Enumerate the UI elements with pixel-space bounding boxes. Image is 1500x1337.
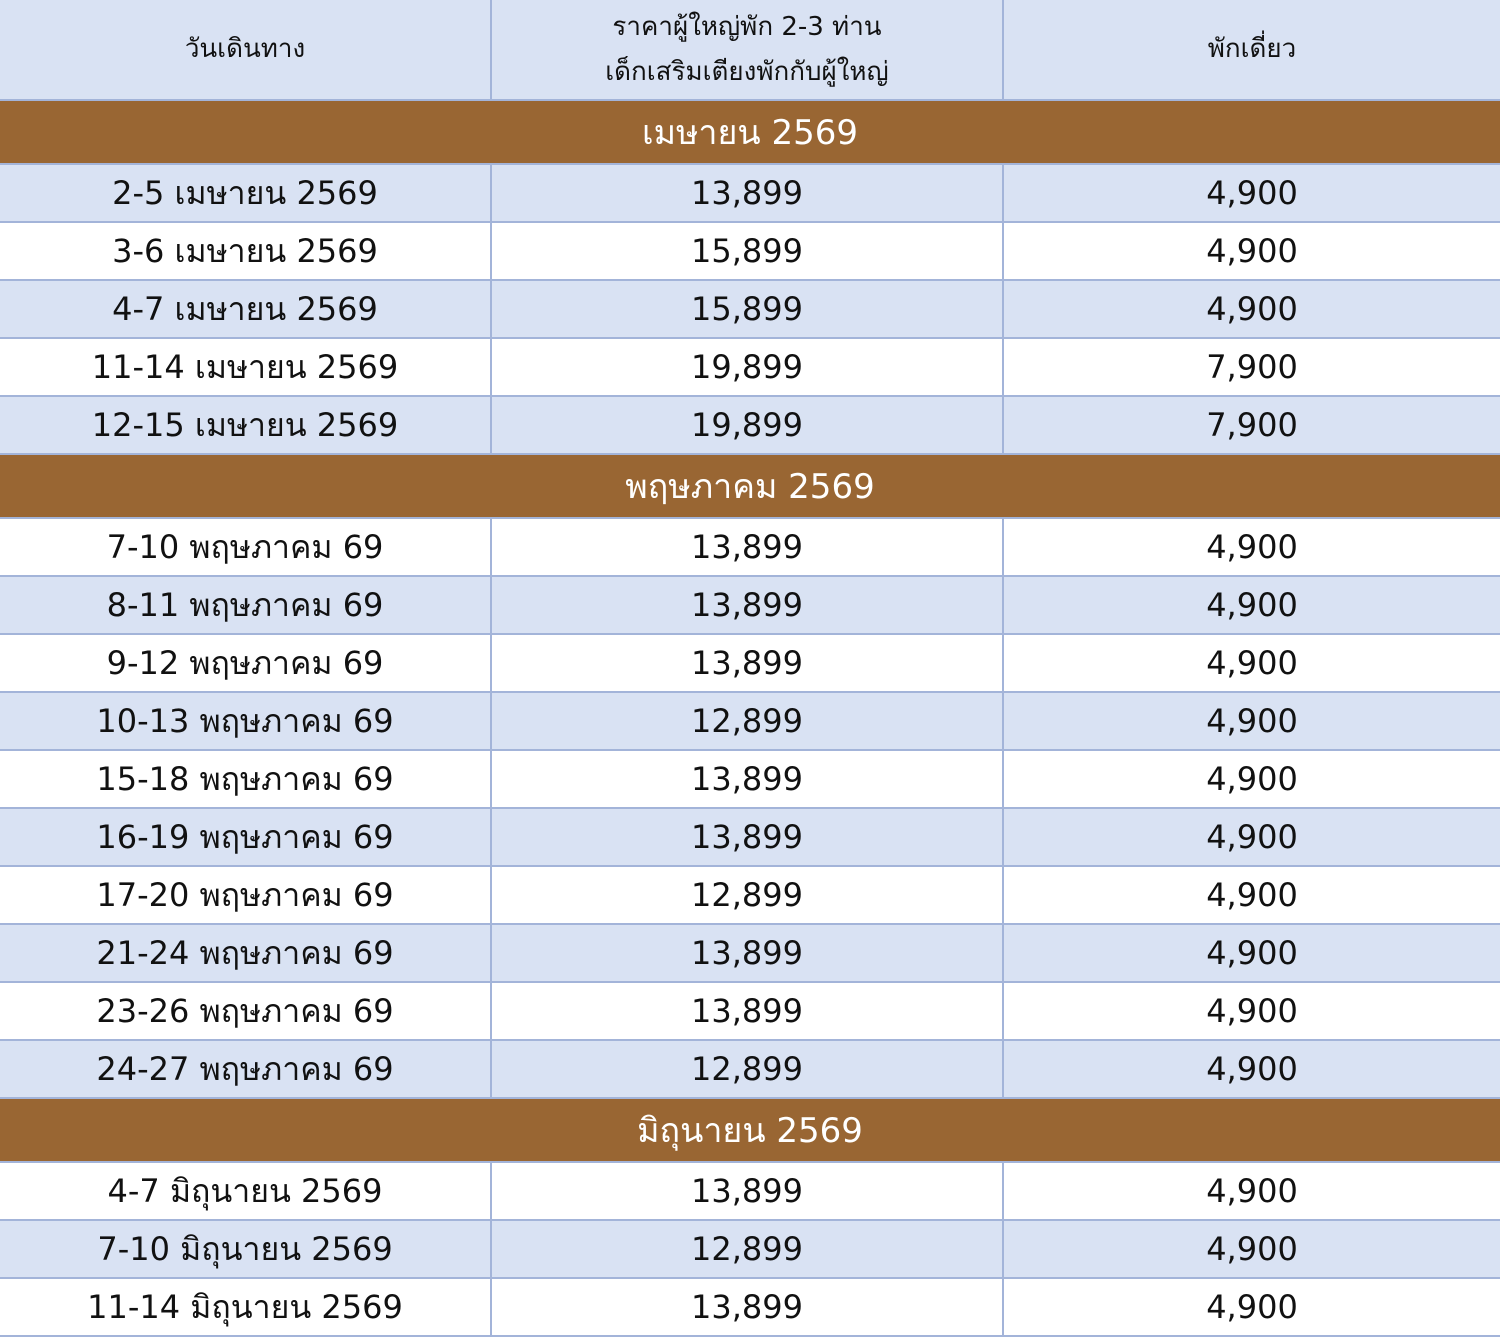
adult-price-cell: 13,899: [491, 982, 1003, 1040]
single-supplement-cell: 4,900: [1003, 866, 1500, 924]
single-supplement-cell: 4,900: [1003, 634, 1500, 692]
month-label: เมษายน 2569: [641, 113, 859, 153]
month-header-row: [0, 454, 1500, 518]
price-column-label-line1: ราคาผู้ใหญ่พัก 2-3 ท่าน: [612, 12, 882, 43]
departure-date-cell: 16-19 พฤษภาคม 69: [0, 808, 491, 866]
month-header: [0, 454, 1500, 518]
month-label: พฤษภาคม 2569: [625, 467, 875, 507]
departure-date-cell: 11-14 เมษายน 2569: [0, 338, 491, 396]
departure-date-cell: 7-10 มิถุนายน 2569: [0, 1220, 491, 1278]
table-row: [0, 692, 1500, 750]
table-row: [0, 576, 1500, 634]
adult-price-cell: 13,899: [491, 634, 1003, 692]
departure-date-cell: 7-10 พฤษภาคม 69: [0, 518, 491, 576]
single-supplement-column-label: พักเดี่ยว: [1207, 33, 1297, 64]
departure-date-cell: 3-6 เมษายน 2569: [0, 222, 491, 280]
table-row: [0, 222, 1500, 280]
single-supplement-cell: 4,900: [1003, 222, 1500, 280]
month-header: [0, 1098, 1500, 1162]
single-supplement-column-header: [1003, 0, 1500, 100]
table-row: [0, 164, 1500, 222]
single-supplement-cell: 4,900: [1003, 1220, 1500, 1278]
table-row: [0, 634, 1500, 692]
adult-price-cell: 13,899: [491, 518, 1003, 576]
table-row: [0, 866, 1500, 924]
header-row: [0, 0, 1500, 100]
adult-price-cell: 12,899: [491, 1040, 1003, 1098]
single-supplement-cell: 4,900: [1003, 924, 1500, 982]
adult-price-cell: 13,899: [491, 576, 1003, 634]
adult-price-cell: 19,899: [491, 338, 1003, 396]
single-supplement-cell: 7,900: [1003, 338, 1500, 396]
adult-price-cell: 13,899: [491, 808, 1003, 866]
adult-price-cell: 12,899: [491, 1220, 1003, 1278]
table-row: [0, 1278, 1500, 1336]
adult-price-cell: 13,899: [491, 1278, 1003, 1336]
price-column-header: [491, 0, 1003, 100]
table-row: [0, 396, 1500, 454]
month-header-row: [0, 100, 1500, 164]
single-supplement-cell: 4,900: [1003, 982, 1500, 1040]
departure-date-cell: 4-7 มิถุนายน 2569: [0, 1162, 491, 1220]
departure-date-cell: 9-12 พฤษภาคม 69: [0, 634, 491, 692]
table-row: [0, 982, 1500, 1040]
departure-date-cell: 17-20 พฤษภาคม 69: [0, 866, 491, 924]
departure-date-cell: 11-14 มิถุนายน 2569: [0, 1278, 491, 1336]
table-row: [0, 338, 1500, 396]
departure-date-cell: 24-27 พฤษภาคม 69: [0, 1040, 491, 1098]
table-row: [0, 750, 1500, 808]
departure-date-cell: 10-13 พฤษภาคม 69: [0, 692, 491, 750]
single-supplement-cell: 4,900: [1003, 750, 1500, 808]
single-supplement-cell: 4,900: [1003, 692, 1500, 750]
departure-date-cell: 2-5 เมษายน 2569: [0, 164, 491, 222]
date-column-label: วันเดินทาง: [184, 33, 306, 64]
single-supplement-cell: 4,900: [1003, 280, 1500, 338]
departure-date-cell: 4-7 เมษายน 2569: [0, 280, 491, 338]
adult-price-cell: 12,899: [491, 866, 1003, 924]
departure-date-cell: 8-11 พฤษภาคม 69: [0, 576, 491, 634]
adult-price-cell: 13,899: [491, 164, 1003, 222]
departure-date-cell: 12-15 เมษายน 2569: [0, 396, 491, 454]
departure-date-cell: 15-18 พฤษภาคม 69: [0, 750, 491, 808]
month-header: [0, 100, 1500, 164]
table-row: [0, 1162, 1500, 1220]
adult-price-cell: 15,899: [491, 280, 1003, 338]
departure-date-cell: 21-24 พฤษภาคม 69: [0, 924, 491, 982]
date-column-header: [0, 0, 491, 100]
table-row: [0, 924, 1500, 982]
adult-price-cell: 19,899: [491, 396, 1003, 454]
month-header-row: [0, 1098, 1500, 1162]
departure-date-cell: 23-26 พฤษภาคม 69: [0, 982, 491, 1040]
single-supplement-cell: 4,900: [1003, 518, 1500, 576]
price-column-label-line2: เด็กเสริมเตียงพักกับผู้ใหญ่: [605, 56, 889, 87]
table-row: [0, 1220, 1500, 1278]
single-supplement-cell: 4,900: [1003, 808, 1500, 866]
single-supplement-cell: 4,900: [1003, 1278, 1500, 1336]
adult-price-cell: 15,899: [491, 222, 1003, 280]
table-row: [0, 808, 1500, 866]
single-supplement-cell: 4,900: [1003, 576, 1500, 634]
single-supplement-cell: 7,900: [1003, 396, 1500, 454]
table-row: [0, 518, 1500, 576]
table-row: [0, 1040, 1500, 1098]
adult-price-cell: 13,899: [491, 924, 1003, 982]
month-label: มิถุนายน 2569: [637, 1111, 863, 1151]
single-supplement-cell: 4,900: [1003, 164, 1500, 222]
single-supplement-cell: 4,900: [1003, 1040, 1500, 1098]
adult-price-cell: 13,899: [491, 750, 1003, 808]
table-row: [0, 280, 1500, 338]
single-supplement-cell: 4,900: [1003, 1162, 1500, 1220]
adult-price-cell: 13,899: [491, 1162, 1003, 1220]
adult-price-cell: 12,899: [491, 692, 1003, 750]
